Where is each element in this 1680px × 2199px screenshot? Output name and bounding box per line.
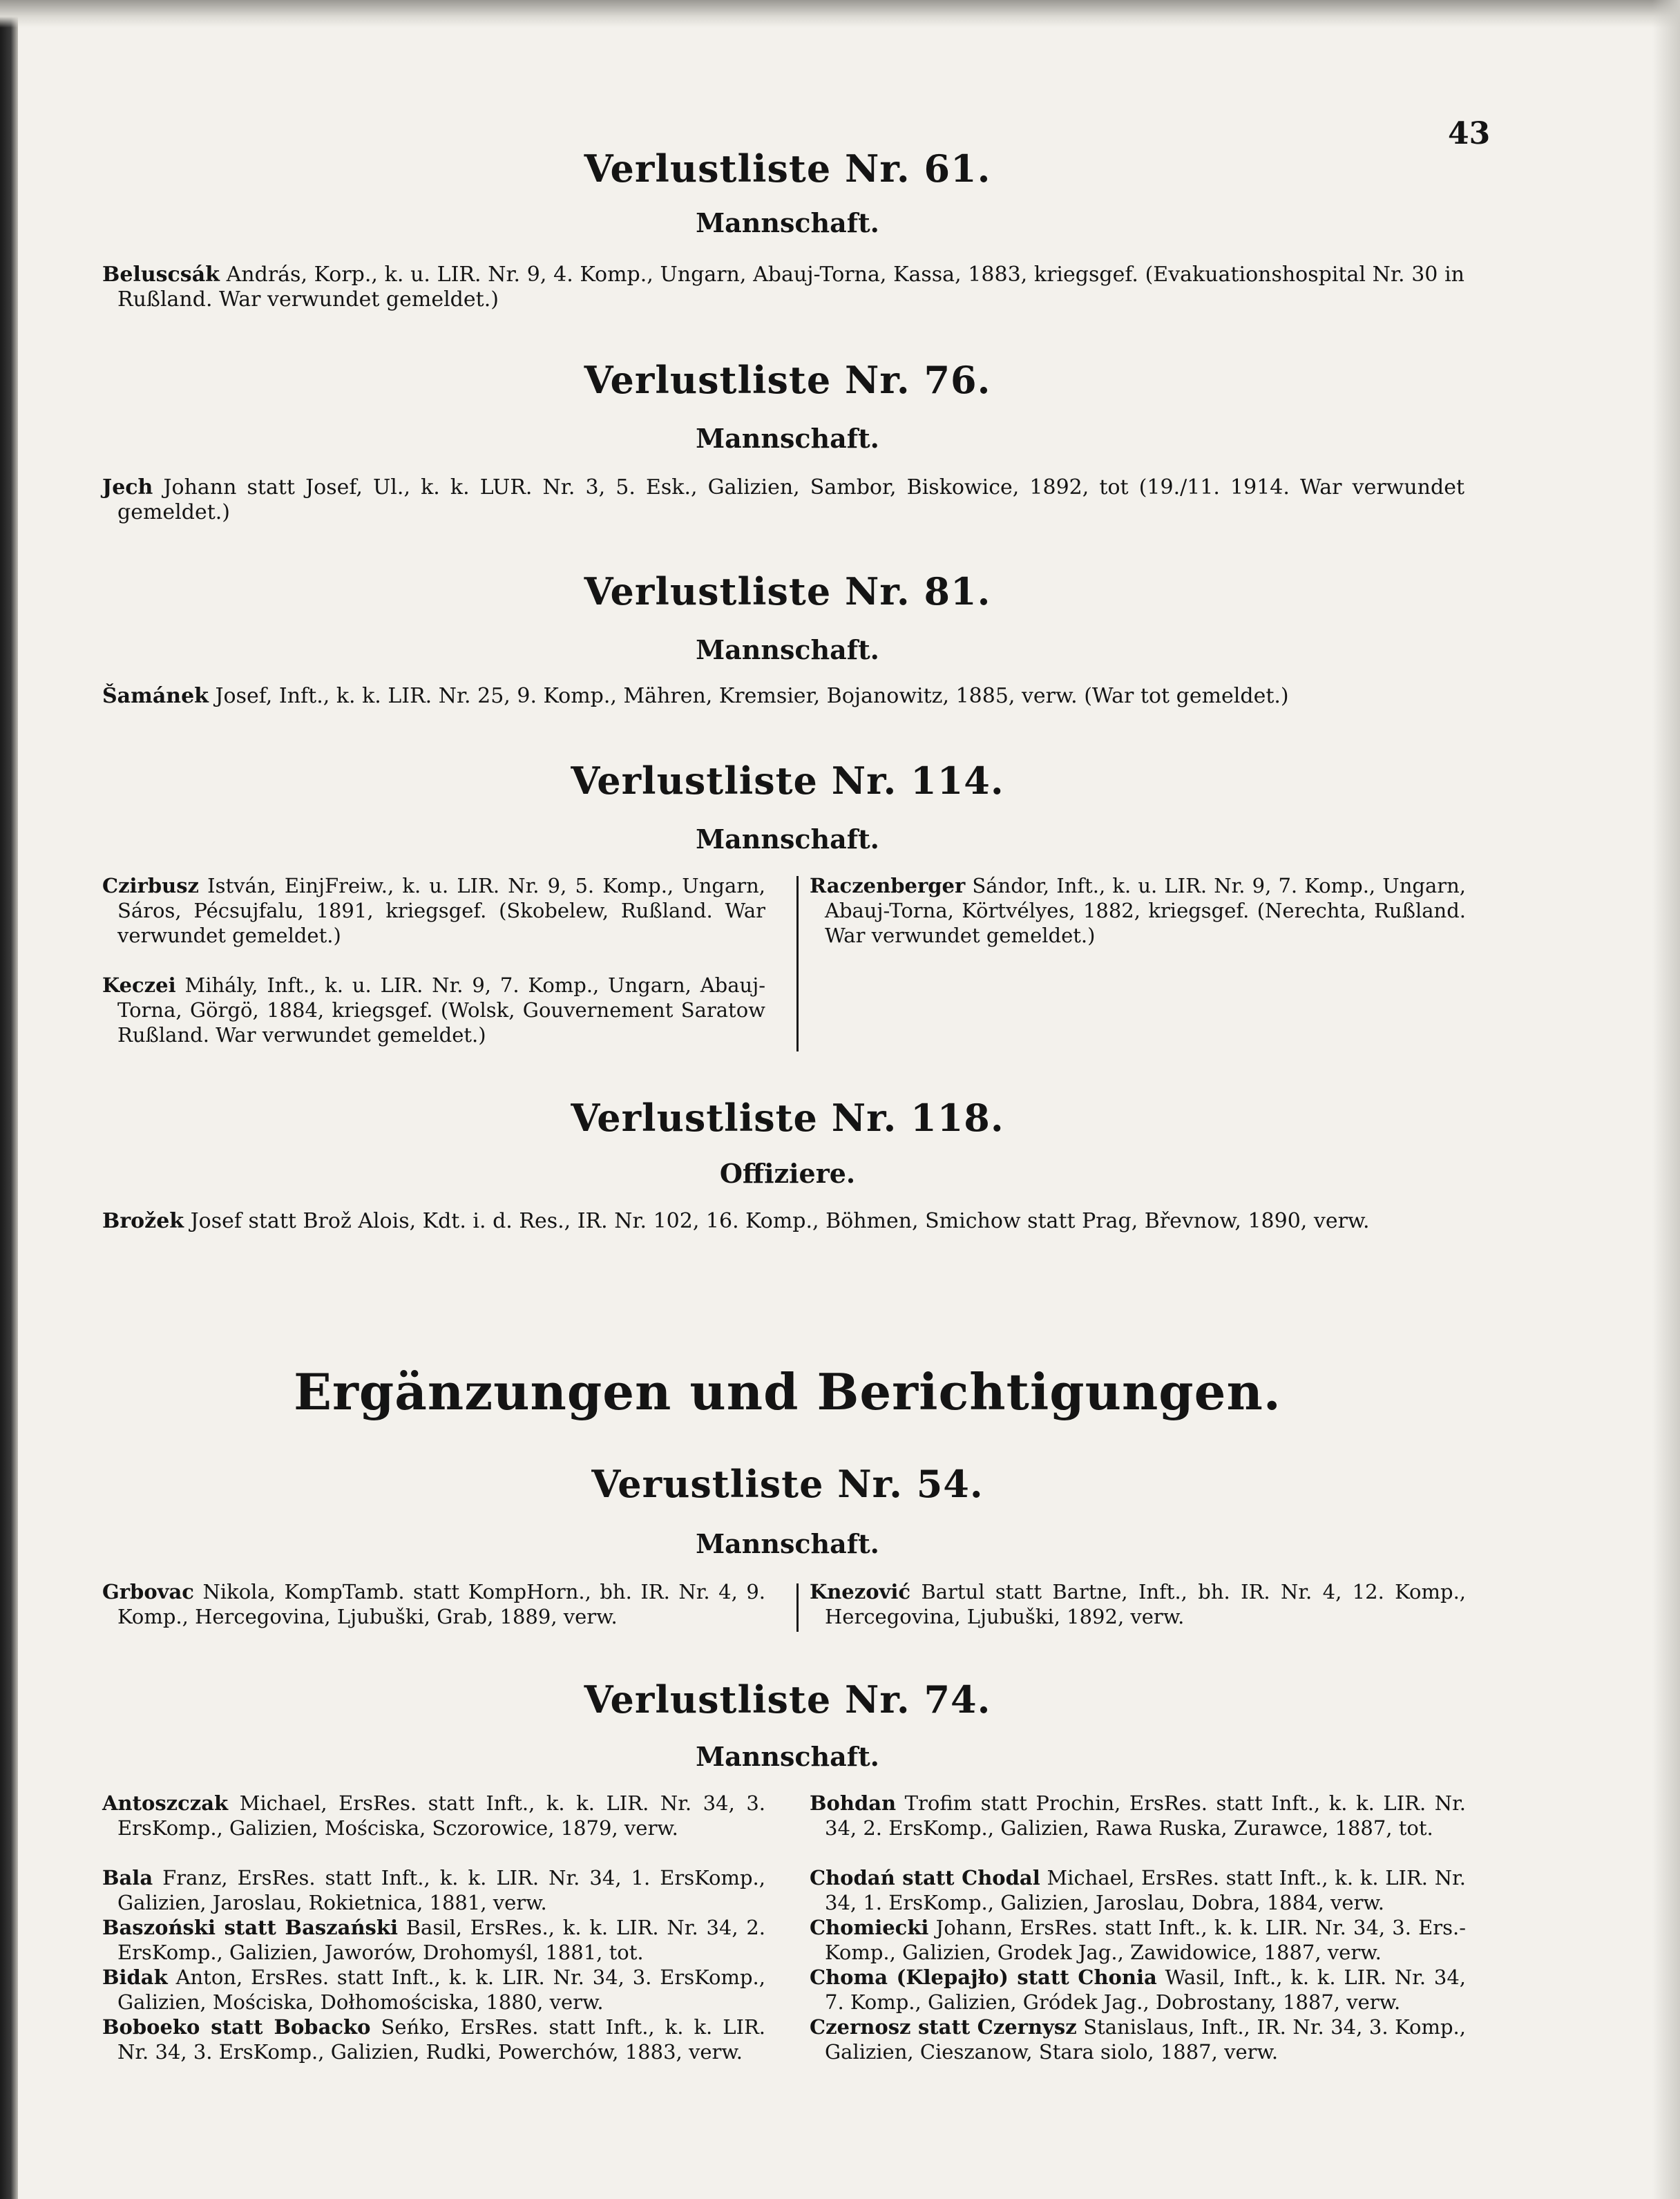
- entry-details: Seńko, ErsRes. statt Inft., k. k. LIR. Nr. 34, 3. ErsKomp., Galizien, Rudki, Powerchów, 1883, verw.: [117, 2015, 766, 2064]
- entry-nr81: [102, 684, 1464, 709]
- entry-details: Johann, ErsRes. statt Inft., k. k. LIR. Nr. 34, 3. Ers.-Komp., Galizien, Grodek Jag., Zawidowice, 1887, verw.: [825, 1916, 1467, 1964]
- nr54-left-column: [102, 1579, 765, 1629]
- list-item: [102, 873, 765, 948]
- heading-nr61: Verlustliste Nr. 61.: [584, 146, 991, 191]
- list-item: [102, 2015, 765, 2064]
- entry-details: András, Korp., k. u. LIR. Nr. 9, 4. Komp., Ungarn, Abauj-Torna, Kassa, 1883, kriegsgef. (Evakuationshospital Nr. 30 in Rußland. War verwundet gemeldet.): [117, 263, 1464, 312]
- list-item: [102, 1915, 765, 1965]
- entry-name: Bohdan: [810, 1791, 897, 1815]
- scan-edge-top: [0, 0, 1680, 28]
- page-title: Ergänzungen und Berichtigungen.: [294, 1362, 1281, 1421]
- subheading-nr54: Mannschaft.: [696, 1528, 879, 1559]
- list-item: [102, 1579, 765, 1629]
- entry-name: Boboeko statt Bobacko: [102, 2015, 371, 2039]
- list-item: [810, 1791, 1466, 1840]
- entry-details: Johann statt Josef, Ul., k. k. LUR. Nr. 3, 5. Esk., Galizien, Sambor, Biskowice, 1892, tot (19./11. 1914. War verwundet gemeldet.): [117, 475, 1464, 524]
- heading-nr74: Verlustliste Nr. 74.: [584, 1677, 991, 1722]
- heading-nr114: Verlustliste Nr. 114.: [571, 759, 1004, 803]
- entry-name: Chodań statt Chodal: [810, 1866, 1040, 1889]
- entry-details: Sándor, Inft., k. u. LIR. Nr. 9, 7. Komp., Ungarn, Abauj-Torna, Körtvélyes, 1882, kriegsgef. (Nerechta, Rußland. War verwundet gemeldet.): [825, 874, 1467, 947]
- entry-name: Baszoński statt Baszański: [102, 1916, 398, 1939]
- column-divider: [796, 1583, 799, 1632]
- list-item: [810, 1915, 1466, 1965]
- list-item: [810, 1865, 1466, 1915]
- heading-nr76: Verlustliste Nr. 76.: [584, 358, 991, 402]
- entry-details: Franz, ErsRes. statt Inft., k. k. LIR. Nr. 34, 1. ErsKomp., Galizien, Jaroslau, Rokietnica, 1881, verw.: [117, 1866, 765, 1914]
- subheading-nr74: Mannschaft.: [696, 1741, 879, 1772]
- entry-name: Czirbusz: [102, 874, 200, 897]
- entry-details: István, EinjFreiw., k. u. LIR. Nr. 9, 5. Komp., Ungarn, Sáros, Pécsujfalu, 1891, kriegsgef. (Skobelew, Rußland. War verwundet gemeldet.): [117, 874, 766, 947]
- subheading-nr81: Mannschaft.: [696, 634, 879, 665]
- nr74-left-column: [102, 1791, 765, 2064]
- entry-name: Antoszczak: [102, 1791, 229, 1815]
- entry-name: Knezović: [810, 1580, 911, 1603]
- heading-nr54: Verustliste Nr. 54.: [591, 1462, 984, 1506]
- entry-name: Chomiecki: [810, 1916, 929, 1939]
- subheading-nr118: Offiziere.: [719, 1158, 856, 1189]
- nr114-right-column: [810, 873, 1466, 948]
- column-divider: [796, 876, 799, 1051]
- entry-name: Šamánek: [102, 684, 209, 708]
- nr114-left-column: [102, 873, 765, 1047]
- entry-name: Choma (Klepajło) statt Chonia: [810, 1965, 1157, 1989]
- nr54-right-column: [810, 1579, 1466, 1629]
- subheading-nr76: Mannschaft.: [696, 423, 879, 454]
- entry-details: Josef statt Brož Alois, Kdt. i. d. Res., IR. Nr. 102, 16. Komp., Böhmen, Smichow statt Prag, Břevnow, 1890, verw.: [190, 1209, 1370, 1233]
- scan-edge-right: [1652, 0, 1680, 2199]
- list-item: [810, 873, 1466, 948]
- entry-name: Brožek: [102, 1209, 184, 1233]
- entry-details: Wasil, Inft., k. k. LIR. Nr. 34, 7. Komp., Galizien, Gródek Jag., Dobrostany, 1887, verw.: [825, 1965, 1467, 2014]
- list-item: [102, 1965, 765, 2015]
- nr74-right-column: [810, 1791, 1466, 2064]
- entry-details: Stanislaus, Inft., IR. Nr. 34, 3. Komp., Galizien, Cieszanow, Stara siolo, 1887, verw.: [825, 2015, 1466, 2064]
- list-item: [102, 1865, 765, 1915]
- entry-details: Bartul statt Bartne, Inft., bh. IR. Nr. 4, 12. Komp., Hercegovina, Ljubuški, 1892, verw.: [825, 1580, 1467, 1628]
- entry-details: Josef, Inft., k. k. LIR. Nr. 25, 9. Komp., Mähren, Kremsier, Bojanowitz, 1885, verw. (War tot gemeldet.): [215, 684, 1289, 708]
- entry-details: Michael, ErsRes. statt Inft., k. k. LIR. Nr. 34, 1. ErsKomp., Galizien, Jaroslau, Dobra, 1884, verw.: [825, 1866, 1467, 1914]
- page-number: 43: [1448, 116, 1491, 151]
- entry-name: Raczenberger: [810, 874, 966, 897]
- heading-nr118: Verlustliste Nr. 118.: [571, 1096, 1004, 1140]
- list-item: [102, 1791, 765, 1840]
- subheading-nr114: Mannschaft.: [696, 824, 879, 855]
- entry-nr118: [102, 1209, 1464, 1234]
- entry-name: Grbovac: [102, 1580, 194, 1603]
- entry-details: Anton, ErsRes. statt Inft., k. k. LIR. Nr. 34, 3. ErsKomp., Galizien, Mościska, Dołhomościska, 1880, verw.: [117, 1965, 765, 2014]
- list-item: [810, 1965, 1466, 2015]
- entry-nr76: [102, 475, 1464, 525]
- entry-nr61: [102, 263, 1464, 312]
- entry-name: Keczei: [102, 973, 176, 997]
- entry-name: Czernosz statt Czernysz: [810, 2015, 1077, 2039]
- heading-nr81: Verlustliste Nr. 81.: [584, 569, 991, 613]
- entry-details: Basil, ErsRes., k. k. LIR. Nr. 34, 2. ErsKomp., Galizien, Jaworów, Drohomyśl, 1881, tot.: [117, 1916, 766, 1964]
- entry-details: Trofim statt Prochin, ErsRes. statt Inft., k. k. LIR. Nr. 34, 2. ErsKomp., Galizien, Rawa Ruska, Zurawce, 1887, tot.: [825, 1791, 1466, 1840]
- entry-details: Nikola, KompTamb. statt KompHorn., bh. IR. Nr. 4, 9. Komp., Hercegovina, Ljubuški, Grab, 1889, verw.: [117, 1580, 765, 1628]
- entry-details: Mihály, Inft., k. u. LIR. Nr. 9, 7. Komp., Ungarn, Abauj-Torna, Görgö, 1884, kriegsgef. (Wolsk, Gouvernement Saratow Rußland. War verwundet gemeldet.): [117, 973, 766, 1047]
- entry-name: Bala: [102, 1866, 153, 1889]
- list-item: [810, 2015, 1466, 2064]
- list-item: [102, 973, 765, 1047]
- subheading-nr61: Mannschaft.: [696, 207, 879, 238]
- entry-name: Bidak: [102, 1965, 168, 1989]
- list-item: [810, 1579, 1466, 1629]
- entry-details: Michael, ErsRes. statt Inft., k. k. LIR. Nr. 34, 3. ErsKomp., Galizien, Mościska, Sczorowice, 1879, verw.: [117, 1791, 766, 1840]
- entry-name: Jech: [102, 475, 153, 499]
- entry-name: Beluscsák: [102, 263, 220, 287]
